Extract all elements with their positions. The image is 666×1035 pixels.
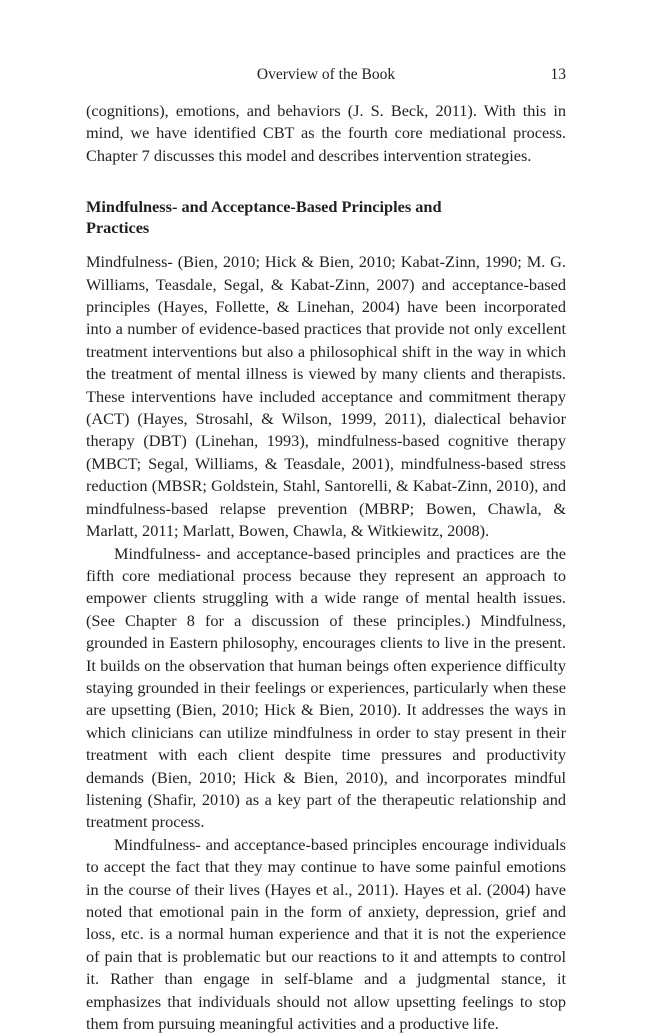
body-text <box>86 100 566 1035</box>
running-head <box>86 66 566 88</box>
paragraph-1: Mindfulness- (Bien, 2010; Hick & Bien, 2010; Kabat-Zinn, 1990; M. G. Williams, Teasdale, Segal, & Kabat-Zinn, 2007) and acceptance-based principles (Hayes, Follette, & Linehan, 2004) have been incorporated into a number of evidence-based practices that provide not only excellent treatment interventions but also a philosophical shift in the way in which the treatment of mental illness is viewed by many clients and therapists. These interventions have included acceptance and commitment therapy (ACT) (Hayes, Strosahl, & Wilson, 1999, 2011), dialectical behavior therapy (DBT) (Linehan, 1993), mindfulness-based cognitive therapy (MBCT; Segal, Williams, & Teasdale, 2001), mindfulness-based stress reduction (MBSR; Goldstein, Stahl, Santorelli, & Kabat-Zinn, 2010), and mindfulness-based relapse prevention (MBRP; Bowen, Chawla, & Marlatt, 2011; Marlatt, Bowen, Chawla, & Witkiewitz, 2008). <box>86 252 566 541</box>
paragraph-3: Mindfulness- and acceptance-based principles encourage individuals to accept the fact that they may continue to have some painful emotions in the course of their lives (Hayes et al., 2011). Hayes et al. (2004) have noted that emotional pain in the form of anxiety, depression, grief and loss, etc. is a normal human experience and that it is not the experience of pain that is problematic but our reactions to it and attempts to control it. Rather than engage in self-blame and a judgmental stance, it emphasizes that individuals should not allow upsetting feelings to stop them from pursuing meaningful activities and a productive life. <box>86 834 566 1034</box>
page-number: 13 <box>550 66 566 83</box>
running-head-title: Overview of the Book <box>256 66 396 83</box>
intro-paragraph: (cognitions), emotions, and behaviors (J. S. Beck, 2011). With this in mind, we have identified CBT as the fourth core mediational process. Chapter 7 discusses this model and describes intervention strategies. <box>86 101 566 165</box>
paragraph-2: Mindfulness- and acceptance-based principles and practices are the fifth core mediational process because they represent an approach to empower clients struggling with a wide range of mental health issues. (See Chapter 8 for a discussion of these principles.) Mindfulness, grounded in Eastern philosophy, encourages clients to live in the present. It builds on the observation that human beings often experience difficulty staying grounded in their feelings or experiences, particularly when these are upsetting (Bien, 2010; Hick & Bien, 2010). It addresses the ways in which clinicians can utilize mindfulness in order to stay present in their treatment with each client despite time pressures and productivity demands (Bien, 2010; Hick & Bien, 2010), and incorporates mindful listening (Shafir, 2010) as a key part of the therapeutic relationship and treatment process. <box>86 543 566 832</box>
section-heading: Mindfulness- and Acceptance-Based Principles and Practices <box>86 197 442 238</box>
